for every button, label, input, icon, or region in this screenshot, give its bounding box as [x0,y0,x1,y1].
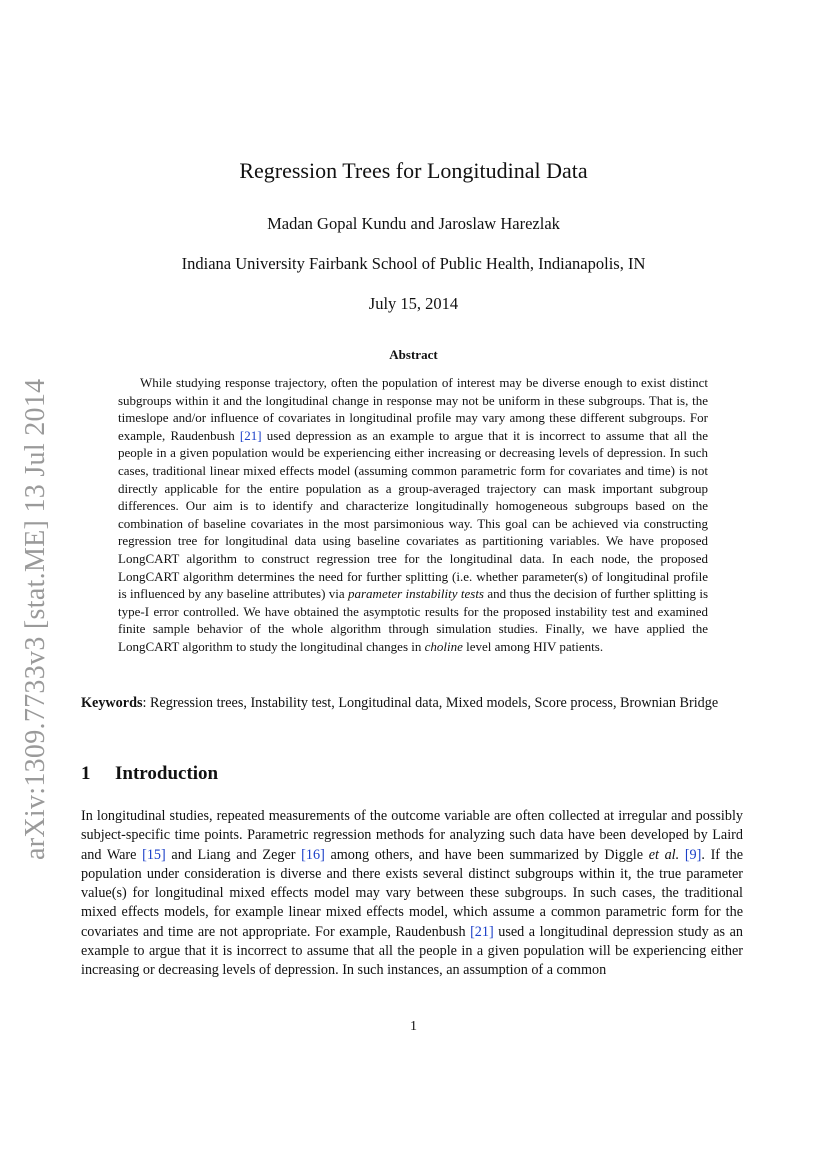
paper-title: Regression Trees for Longitudinal Data [239,158,588,183]
abstract-italic: parameter instability tests [348,586,484,602]
abstract-italic: choline [424,638,463,654]
page-number: 1 [410,1019,417,1034]
abstract-text: level among HIV patients. [462,638,604,654]
citation-link[interactable]: [15] [142,846,166,863]
keywords [81,694,743,713]
keywords-label: Keywords [81,695,143,711]
abstract-text: and thus the decision of further splitting is type-I error controlled. We have obtained the asymptotic results for the proposed instability test and examined finite sample behavior of the whole algorithm through simulation studies. Finally, we have applied the LongCART algorithm to study the longitudinal changes in [118,586,709,654]
paper-date: July 15, 2014 [368,294,459,313]
intro-text: used a longitudinal depression study as an example to argue that it is incorrect to assume that all the people in a given population will be experiencing either increasing or decreasing levels of depression. In such instances, an assumption of a common [81,923,743,979]
intro-text: In longitudinal studies, repeated measurements of the outcome variable are often collected at irregular and possibly subject-specific time points. Parametric regression methods for analyzing such data have been developed by Laird and Ware [81,808,743,863]
arxiv-stamp: arXiv:1309.7733v3 [stat.ME] 13 Jul 2014 [20,378,51,860]
abstract-body [118,374,708,656]
paper-authors: Madan Gopal Kundu and Jaroslaw Harezlak [267,214,560,233]
intro-paragraph [81,807,743,981]
section-number: 1 [81,763,91,784]
intro-text: among others, and have been summarized by Diggle [324,846,649,863]
keywords-text: : Regression trees, Instability test, Longitudinal data, Mixed models, Score process, Brownian Bridge [142,695,719,711]
intro-italic: et al. [648,846,680,863]
citation-link[interactable]: [21] [470,923,494,940]
abstract-heading: Abstract [389,347,438,362]
intro-text: . If the population under consideration is diverse and there exists several distinct subgroups within it, the true parameter value(s) for longitudinal mixed effects model may vary between these subgroups. In such cases, the traditional mixed effects models, for example linear mixed effects model, which assume a common parametric form for the covariates and time are not appropriate. For example, Raudenbush [81,846,744,940]
citation-link[interactable]: [16] [301,846,325,863]
section-heading [81,763,743,785]
paper-affiliation: Indiana University Fairbank School of Public Health, Indianapolis, IN [181,254,646,273]
citation-link[interactable]: [21] [239,427,262,443]
intro-text: and Liang and Zeger [165,846,302,863]
abstract-text: While studying response trajectory, often the population of interest may be diverse enough to exist distinct subgroups within it and the longitudinal change in response may not be uniform in these subgroups. That is, the timeslope and/or influence of covariates in longitudinal profile may vary among these different subgroups. For example, Raudenbush [118,375,708,443]
abstract-text: used depression as an example to argue that it is incorrect to assume that all the people in a given population would be experiencing either increasing or decreasing levels of depression. In such cases, traditional linear mixed effects model (assuming common parametric form for covariates and time) is not directly applicable for the entire population as a group-averaged trajectory can mask important subgroup differences. Our aim is to identify and characterize longitudinally homogeneous subgroups based on the combination of baseline covariates in the most parsimonious way. This goal can be achieved via constructing regression tree for longitudinal data using baseline covariates as partitioning variables. We have proposed LongCART algorithm to construct regression tree for the longitudinal data. In each node, the proposed LongCART algorithm determines the need for further splitting (i.e. whether parameter(s) of longitudinal profile is influenced by any baseline attributes) via [118,427,708,602]
citation-link[interactable]: [9] [684,846,702,863]
section-title: Introduction [115,763,219,784]
